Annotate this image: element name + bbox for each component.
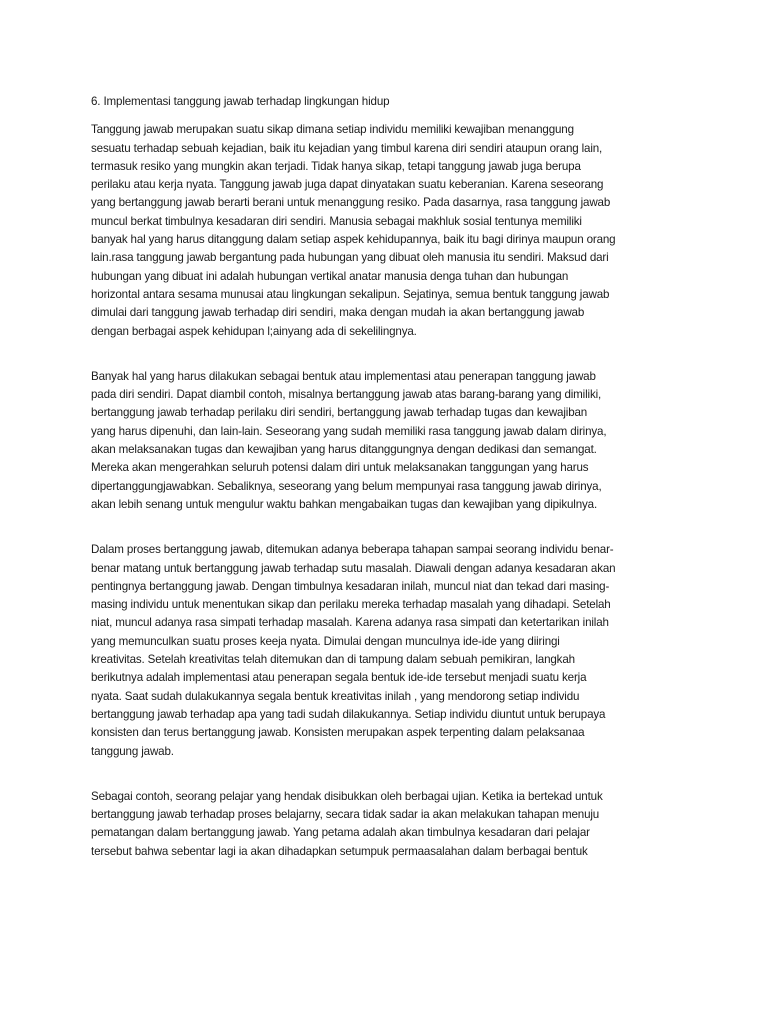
- text-line: konsisten dan terus bertanggung jawab. Konsisten merupakan aspek terpenting dalam pelaksanaa: [91, 726, 585, 740]
- section-heading: 6. Implementasi tanggung jawab terhadap lingkungan hidup: [91, 95, 390, 108]
- text-line: Dalam proses bertanggung jawab, ditemukan adanya beberapa tahapan sampai seorang individu benar-: [91, 543, 614, 557]
- text-line: dengan berbagai aspek kehidupan l;ainyang ada di sekelilingnya.: [91, 324, 417, 338]
- text-line: pematangan dalam bertanggung jawab. Yang petama adalah akan timbulnya kesadaran dari pelajar: [91, 826, 590, 840]
- text-line: termasuk resiko yang mungkin akan terjadi. Tidak hanya sikap, tetapi tanggung jawab juga berupa: [91, 159, 581, 173]
- text-line: pada diri sendiri. Dapat diambil contoh, misalnya bertanggung jawab atas barang-barang yang dimiliki,: [91, 388, 602, 402]
- text-line: bertanggung jawab terhadap apa yang tadi sudah dilakukannya. Setiap individu diuntut untuk berupaya: [91, 707, 606, 721]
- text-line: yang bertanggung jawab berarti berani untuk menanggung resiko. Pada dasarnya, rasa tanggung jawab: [91, 196, 611, 210]
- text-line: bertanggung jawab terhadap perilaku diri sendiri, bertanggung jawab terhadap tugas dan kewajiban: [91, 406, 588, 420]
- text-line: horizontal antara sesama munusai atau lingkungan sekalipun. Sejatinya, semua bentuk tanggung jawab: [91, 287, 610, 301]
- text-line: nyata. Saat sudah dulakukannya segala bentuk kreativitas inilah , yang mendorong setiap individu: [91, 689, 580, 703]
- text-line: Banyak hal yang harus dilakukan sebagai bentuk atau implementasi atau penerapan tanggung jawab: [91, 369, 596, 383]
- text-line: kreativitas. Setelah kreativitas telah ditemukan dan di tampung dalam sebuah pemikiran, langkah: [91, 653, 575, 667]
- paragraph-3: [91, 541, 691, 761]
- text-line: Mereka akan mengerahkan seluruh potensi dalam diri untuk melaksanakan tanggungan yang harus: [91, 461, 589, 475]
- document-body: [91, 93, 691, 861]
- text-line: tersebut bahwa sebentar lagi ia akan dihadapkan setumpuk permaasalahan dalam berbagai bentuk: [91, 844, 588, 858]
- text-line: dimulai dari tanggung jawab terhadap diri sendiri, maka dengan mudah ia akan bertanggung jawab: [91, 306, 585, 320]
- paragraph-4: [91, 788, 691, 861]
- text-line: masing individu untuk menentukan sikap dan perilaku mereka terhadap masalah yang dihadapi. Setelah: [91, 598, 611, 612]
- text-line: akan melaksanakan tugas dan kewajiban yang harus ditanggungnya dengan dedikasi dan semangat.: [91, 443, 597, 457]
- text-line: akan lebih senang untuk mengulur waktu bahkan mengabaikan tugas dan kewajiban yang dipikulnya.: [91, 497, 598, 511]
- paragraph-1: [91, 121, 691, 341]
- text-line: yang memunculkan suatu proses keeja nyata. Dimulai dengan munculnya ide-ide yang diiringi: [91, 634, 560, 648]
- text-line: Tanggung jawab merupakan suatu sikap dimana setiap individu memiliki kewajiban menanggung: [91, 123, 574, 137]
- text-line: lain.rasa tanggung jawab bergantung pada hubungan yang dibuat oleh manusia itu sendiri. Maksud dari: [91, 251, 609, 265]
- paragraph-2: [91, 368, 691, 514]
- text-line: dipertanggungjawabkan. Sebaliknya, seseorang yang belum mempunyai rasa tanggung jawab dirinya,: [91, 479, 602, 493]
- text-line: perilaku atau kerja nyata. Tanggung jawab juga dapat dinyatakan suatu keberanian. Karena seseorang: [91, 178, 604, 192]
- text-line: niat, muncul adanya rasa simpati terhadap masalah. Karena adanya rasa simpati dan ketertarikan inilah: [91, 616, 609, 630]
- text-line: hubungan yang dibuat ini adalah hubungan vertikal anatar manusia denga tuhan dan hubungan: [91, 269, 569, 283]
- text-line: yang harus dipenuhi, dan lain-lain. Seseorang yang sudah memiliki rasa tanggung jawab dalam dirinya,: [91, 424, 607, 438]
- text-line: muncul berkat timbulnya kesadaran diri sendiri. Manusia sebagai makhluk sosial tentunya memiliki: [91, 214, 582, 228]
- text-line: berikutnya adalah implementasi atau penerapan segala bentuk ide-ide tersebut menjadi suatu kerja: [91, 671, 587, 685]
- text-line: tanggung jawab.: [91, 744, 174, 758]
- text-line: sesuatu terhadap sebuah kejadian, baik itu kejadian yang timbul karena diri sendiri ataupun orang lain,: [91, 141, 603, 155]
- text-line: banyak hal yang harus ditanggung dalam setiap aspek kehidupannya, baik itu bagi dirinya maupun orang: [91, 233, 616, 247]
- text-line: pentingnya bertanggung jawab. Dengan timbulnya kesadaran inilah, muncul niat dan tekad dari masing-: [91, 579, 610, 593]
- text-line: Sebagai contoh, seorang pelajar yang hendak disibukkan oleh berbagai ujian. Ketika ia bertekad untuk: [91, 789, 603, 803]
- text-line: benar matang untuk bertanggung jawab terhadap sutu masalah. Diawali dengan adanya kesadaran akan: [91, 561, 616, 575]
- text-line: bertanggung jawab terhadap proses belajarny, secara tidak sadar ia akan melakukan tahapan menuju: [91, 808, 600, 822]
